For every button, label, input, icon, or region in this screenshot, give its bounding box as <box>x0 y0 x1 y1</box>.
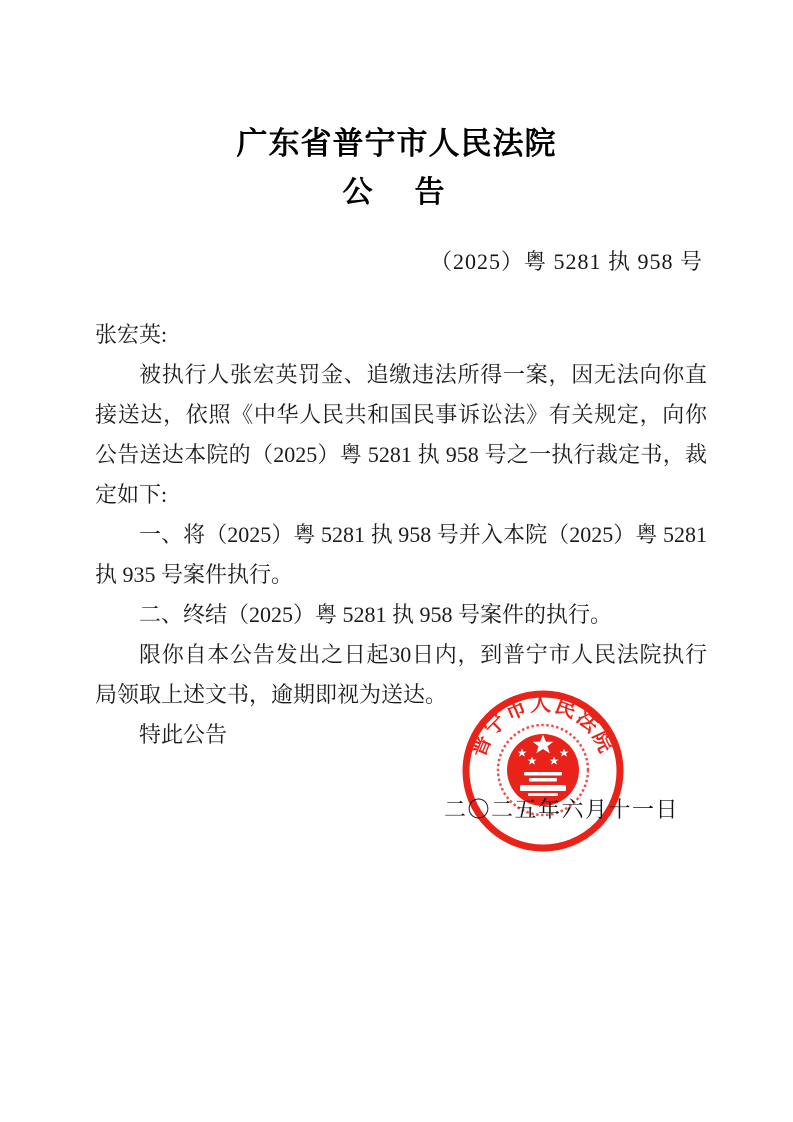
court-seal-icon <box>458 686 628 856</box>
issue-date: 二〇二五年六月十一日 <box>444 797 680 822</box>
case-number: （2025）粤 5281 执 958 号 <box>429 249 703 274</box>
court-name-heading: 广东省普宁市人民法院 <box>236 126 557 161</box>
closing-phrase: 特此公告 <box>139 722 228 747</box>
salutation: 张宏英: <box>95 322 168 347</box>
body-paragraph: 限你自本公告发出之日起30日内，到普宁市人民法院执行局领取上述文书，逾期即视为送达。 <box>95 642 707 707</box>
body-paragraph: 一、将（2025）粤 5281 执 958 号并入本院（2025）粤 5281 执 935 号案件执行。 <box>95 522 707 587</box>
document-title: 公 告 <box>342 176 451 209</box>
seal-arc-text: 普宁市人民法院 <box>466 692 619 761</box>
body-paragraph: 被执行人张宏英罚金、追缴违法所得一案，因无法向你直接送达，依照《中华人民共和国民事诉讼法》有关规定，向你公告送达本院的（2025）粤 5281 执 958 号之一执行裁定书，裁定如下: <box>95 362 707 507</box>
body-paragraph: 二、终结（2025）粤 5281 执 958 号案件的执行。 <box>139 602 613 627</box>
official-court-seal <box>458 686 628 856</box>
